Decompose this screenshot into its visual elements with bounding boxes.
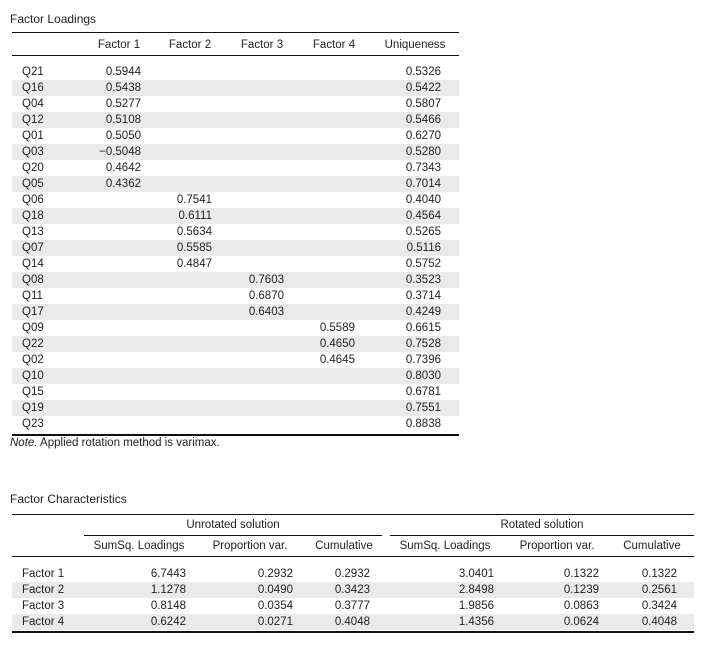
- factor4-loading: [275, 80, 355, 96]
- char-col-propvar-rot: Proportion var.: [519, 540, 595, 552]
- item-label: Q01: [22, 130, 44, 142]
- uniqueness-value: 0.5807: [405, 98, 441, 110]
- propvar-rotated: 0.1322: [563, 568, 599, 580]
- uniqueness-value: 0.7551: [405, 402, 441, 414]
- item-label: Q03: [22, 146, 44, 158]
- factor2-loading: [132, 160, 212, 176]
- uniqueness-value: 0.5265: [405, 226, 441, 238]
- factor1-loading: 0.5277: [105, 98, 141, 110]
- sumsq-unrotated: 6.7443: [150, 568, 186, 580]
- note-label: Note.: [10, 437, 38, 449]
- item-label: Q20: [22, 162, 44, 174]
- factor1-loading: [61, 192, 141, 208]
- char-col-cumulative-unrot: Cumulative: [315, 540, 373, 552]
- sumsq-unrotated: 0.6242: [150, 616, 186, 628]
- item-label: Q12: [22, 114, 44, 126]
- factor1-loading: [61, 336, 141, 352]
- uniqueness-value: 0.5466: [405, 114, 441, 126]
- factor1-loading: 0.5944: [105, 66, 141, 78]
- factor2-loading: [132, 272, 212, 288]
- factor1-loading: [61, 368, 141, 384]
- cumulative-unrotated: 0.3777: [334, 600, 370, 612]
- factor2-loading: [132, 368, 212, 384]
- factor4-loading: [275, 384, 355, 400]
- factor3-loading: [204, 320, 284, 336]
- item-label: Q22: [22, 338, 44, 350]
- sumsq-rotated: 3.0401: [458, 568, 494, 580]
- factor1-loading: 0.5108: [105, 114, 141, 126]
- factor4-loading: [275, 304, 355, 320]
- factor2-loading: [132, 320, 212, 336]
- factor-characteristics-title: Factor Characteristics: [10, 492, 127, 506]
- item-label: Q17: [22, 306, 44, 318]
- loadings-header-rule: [12, 55, 459, 56]
- factor4-loading: [275, 240, 355, 256]
- cumulative-unrotated: 0.4048: [334, 616, 370, 628]
- factor4-loading: [275, 288, 355, 304]
- factor4-loading: [275, 160, 355, 176]
- uniqueness-value: 0.5422: [405, 82, 441, 94]
- loadings-col-factor4: Factor 4: [312, 39, 356, 51]
- propvar-rotated: 0.0863: [563, 600, 599, 612]
- uniqueness-value: 0.3714: [405, 290, 441, 302]
- factor2-loading: 0.4847: [176, 258, 212, 270]
- factor2-loading: 0.5585: [176, 242, 212, 254]
- item-label: Q05: [22, 178, 44, 190]
- loadings-col-factor1: Factor 1: [97, 39, 141, 51]
- item-label: Q07: [22, 242, 44, 254]
- factor1-loading: [61, 240, 141, 256]
- characteristics-header-rule: [12, 556, 694, 557]
- cumulative-rotated: 0.4048: [641, 616, 677, 628]
- factor3-loading: [204, 160, 284, 176]
- cumulative-unrotated: 0.2932: [334, 568, 370, 580]
- propvar-unrotated: 0.0271: [257, 616, 293, 628]
- factor4-loading: [275, 144, 355, 160]
- uniqueness-value: 0.5326: [405, 66, 441, 78]
- group-unrotated-rule: [84, 535, 382, 536]
- propvar-rotated: 0.0624: [563, 616, 599, 628]
- propvar-unrotated: 0.2932: [257, 568, 293, 580]
- item-label: Q23: [22, 418, 44, 430]
- factor1-loading: [61, 416, 141, 432]
- factor2-loading: [132, 144, 212, 160]
- factor1-loading: [61, 352, 141, 368]
- cumulative-rotated: 0.1322: [641, 568, 677, 580]
- factor1-loading: [61, 256, 141, 272]
- factor1-loading: [61, 384, 141, 400]
- factor4-loading: [275, 128, 355, 144]
- uniqueness-value: 0.4249: [405, 306, 441, 318]
- char-col-propvar-unrot: Proportion var.: [212, 540, 288, 552]
- factor4-loading: 0.4650: [319, 338, 355, 350]
- uniqueness-value: 0.5116: [406, 242, 441, 254]
- item-label: Q08: [22, 274, 44, 286]
- loadings-note: [10, 437, 220, 449]
- factor2-loading: 0.6111: [178, 210, 212, 222]
- factor2-loading: [132, 176, 212, 192]
- factor3-loading: [204, 112, 284, 128]
- propvar-rotated: 0.1239: [563, 584, 599, 596]
- factor1-loading: 0.5438: [105, 82, 141, 94]
- factor1-loading: [61, 272, 141, 288]
- char-col-sumsq-unrot: SumSq. Loadings: [93, 540, 185, 552]
- item-label: Q04: [22, 98, 44, 110]
- factor-row-label: Factor 2: [22, 584, 65, 596]
- factor2-loading: [132, 336, 212, 352]
- sumsq-rotated: 2.8498: [458, 584, 494, 596]
- char-col-cumulative-rot: Cumulative: [623, 540, 681, 552]
- factor4-loading: [275, 176, 355, 192]
- sumsq-rotated: 1.4356: [458, 616, 494, 628]
- item-label: Q16: [22, 82, 44, 94]
- factor2-loading: [132, 64, 212, 80]
- factor2-loading: [132, 288, 212, 304]
- factor-row-label: Factor 4: [22, 616, 65, 628]
- sumsq-rotated: 1.9856: [458, 600, 494, 612]
- factor2-loading: [132, 96, 212, 112]
- uniqueness-value: 0.7528: [405, 338, 441, 350]
- factor4-loading: [275, 368, 355, 384]
- factor1-loading: [61, 224, 141, 240]
- factor2-loading: 0.5634: [176, 226, 212, 238]
- factor1-loading: [61, 320, 141, 336]
- loadings-col-uniqueness: Uniqueness: [384, 39, 446, 51]
- factor3-loading: [204, 336, 284, 352]
- item-label: Q02: [22, 354, 44, 366]
- cumulative-unrotated: 0.3423: [334, 584, 370, 596]
- factor3-loading: [204, 384, 284, 400]
- factor2-loading: [132, 352, 212, 368]
- factor-loadings-title: Factor Loadings: [10, 12, 97, 26]
- item-label: Q06: [22, 194, 44, 206]
- item-label: Q13: [22, 226, 44, 238]
- group-unrotated-label: Unrotated solution: [186, 519, 280, 531]
- factor4-loading: [275, 192, 355, 208]
- sumsq-unrotated: 1.1278: [150, 584, 186, 596]
- factor2-loading: [132, 128, 212, 144]
- item-label: Q18: [22, 210, 44, 222]
- factor2-loading: [132, 80, 212, 96]
- propvar-unrotated: 0.0354: [257, 600, 293, 612]
- uniqueness-value: 0.3523: [405, 274, 441, 286]
- factor1-loading: 0.4642: [105, 162, 141, 174]
- factor4-loading: [275, 416, 355, 432]
- factor3-loading: 0.6870: [248, 290, 284, 302]
- item-label: Q10: [22, 370, 44, 382]
- propvar-unrotated: 0.0490: [257, 584, 293, 596]
- factor4-loading: [275, 112, 355, 128]
- sumsq-unrotated: 0.8148: [150, 600, 186, 612]
- cumulative-rotated: 0.3424: [641, 600, 677, 612]
- factor4-loading: [275, 256, 355, 272]
- factor3-loading: 0.6403: [248, 306, 284, 318]
- uniqueness-value: 0.5752: [405, 258, 441, 270]
- factor2-loading: [132, 384, 212, 400]
- note-text: Applied rotation method is varimax.: [37, 437, 220, 449]
- factor4-loading: 0.5589: [319, 322, 355, 334]
- factor3-loading: [204, 240, 284, 256]
- uniqueness-value: 0.8030: [405, 370, 441, 382]
- uniqueness-value: 0.4040: [405, 194, 441, 206]
- factor3-loading: [204, 416, 284, 432]
- characteristics-top-rule: [12, 514, 694, 515]
- factor3-loading: [204, 80, 284, 96]
- factor4-loading: [275, 208, 355, 224]
- group-rotated-rule: [390, 535, 694, 536]
- factor3-loading: [204, 224, 284, 240]
- factor-row-label: Factor 3: [22, 600, 65, 612]
- characteristics-bottom-rule: [12, 631, 694, 633]
- factor3-loading: [204, 64, 284, 80]
- factor3-loading: [204, 96, 284, 112]
- factor3-loading: [204, 368, 284, 384]
- uniqueness-value: 0.6270: [405, 130, 441, 142]
- factor4-loading: 0.4645: [319, 354, 355, 366]
- uniqueness-value: 0.7014: [405, 178, 441, 190]
- factor3-loading: [204, 144, 284, 160]
- factor4-loading: [275, 272, 355, 288]
- cumulative-rotated: 0.2561: [641, 584, 677, 596]
- factor3-loading: [204, 400, 284, 416]
- factor2-loading: [132, 304, 212, 320]
- uniqueness-value: 0.8838: [405, 418, 441, 430]
- factor-row-label: Factor 1: [22, 568, 65, 580]
- uniqueness-value: 0.4564: [405, 210, 441, 222]
- factor3-loading: [204, 256, 284, 272]
- factor2-loading: [132, 416, 212, 432]
- loadings-top-rule: [12, 32, 459, 33]
- factor3-loading: [204, 352, 284, 368]
- item-label: Q15: [22, 386, 44, 398]
- item-label: Q14: [22, 258, 44, 270]
- item-label: Q21: [22, 66, 44, 78]
- item-label: Q11: [22, 290, 43, 302]
- factor3-loading: [204, 208, 284, 224]
- group-rotated-label: Rotated solution: [500, 519, 584, 531]
- uniqueness-value: 0.5280: [405, 146, 441, 158]
- factor3-loading: [204, 176, 284, 192]
- char-col-sumsq-rot: SumSq. Loadings: [399, 540, 491, 552]
- factor4-loading: [275, 400, 355, 416]
- factor1-loading: [61, 400, 141, 416]
- factor1-loading: [61, 288, 141, 304]
- factor1-loading: 0.4362: [105, 178, 141, 190]
- factor1-loading: [61, 208, 141, 224]
- uniqueness-value: 0.7396: [405, 354, 441, 366]
- factor3-loading: 0.7603: [248, 274, 284, 286]
- loadings-col-factor2: Factor 2: [168, 39, 212, 51]
- uniqueness-value: 0.7343: [405, 162, 441, 174]
- factor1-loading: [61, 304, 141, 320]
- factor2-loading: [132, 112, 212, 128]
- factor4-loading: [275, 224, 355, 240]
- factor2-loading: 0.7541: [176, 194, 212, 206]
- loadings-bottom-rule: [12, 434, 459, 436]
- factor1-loading: 0.5050: [105, 130, 141, 142]
- item-label: Q09: [22, 322, 44, 334]
- factor1-loading: −0.5048: [99, 146, 141, 158]
- factor3-loading: [204, 128, 284, 144]
- uniqueness-value: 0.6781: [405, 386, 441, 398]
- factor2-loading: [132, 400, 212, 416]
- item-label: Q19: [22, 402, 44, 414]
- uniqueness-value: 0.6615: [405, 322, 441, 334]
- loadings-col-factor3: Factor 3: [240, 39, 284, 51]
- factor4-loading: [275, 96, 355, 112]
- factor4-loading: [275, 64, 355, 80]
- factor3-loading: [204, 192, 284, 208]
